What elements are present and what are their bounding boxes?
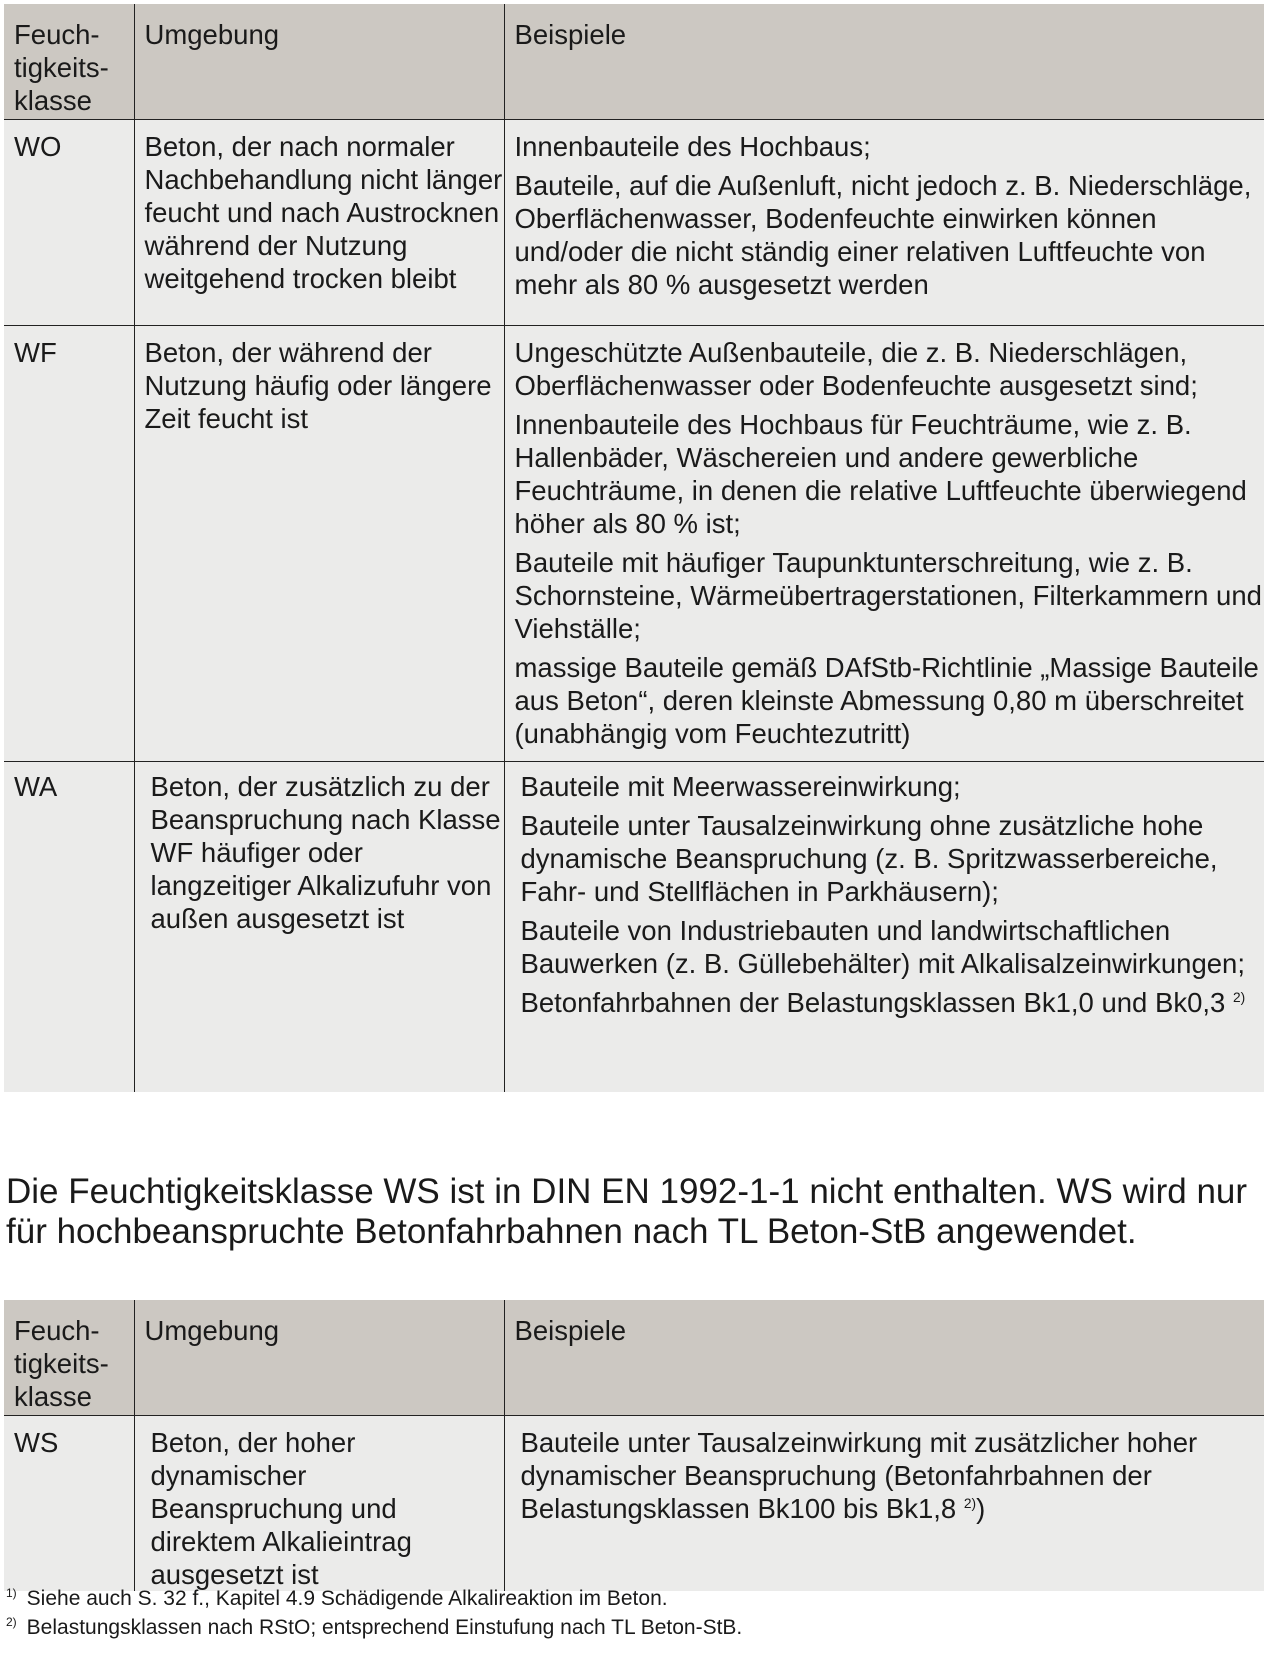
beispiele-cell	[504, 762, 1264, 1092]
header-beispiele: Beispiele	[504, 4, 1264, 120]
beispiel-item: Bauteile mit häufiger Taupunktunterschreitung, wie z. B. Schornsteine, Wärmeübertragerstationen, Filterkammern und Viehställe;	[514, 547, 1262, 644]
footnote-mark: 1)	[6, 1586, 17, 1600]
umgebung-cell: Beton, der nach normaler Nachbehandlung nicht länger feucht und nach Austrocknen während der Nutzung weitgehend trocken bleibt	[134, 120, 504, 326]
beispiel-item: Innenbauteile des Hochbaus;	[514, 131, 871, 162]
beispiele-cell	[504, 120, 1264, 326]
footnote-1	[6, 1580, 668, 1612]
beispiel-item: Bauteile mit Meerwassereinwirkung;	[520, 771, 961, 802]
table-row-wa	[4, 762, 1264, 1092]
table-row-ws	[4, 1416, 1264, 1592]
beispiel-item: Bauteile unter Tausalzeinwirkung ohne zusätzliche hohe dynamische Beanspruchung (z. B. Spritzwasserbereiche, Fahr- und Stellflächen in Parkhäusern);	[520, 810, 1218, 907]
beispiel-item: Betonfahrbahnen der Belastungsklassen Bk1,0 und Bk0,3 $^{2)}$	[520, 987, 1246, 1018]
beispiel-item: massige Bauteile gemäß DAfStb-Richtlinie „Massige Bauteile aus Beton“, deren kleinste Abmessung 0,80 m überschreitet (unabhängig vom Feuchtezutritt)	[514, 652, 1259, 749]
beispiel-item: Ungeschützte Außenbauteile, die z. B. Niederschlägen, Oberflächenwasser oder Bodenfeuchte ausgesetzt sind;	[514, 337, 1198, 401]
umgebung-cell: Beton, der während der Nutzung häufig oder längere Zeit feucht ist	[134, 326, 504, 762]
beispiel-item: Bauteile unter Tausalzeinwirkung mit zusätzlicher hoher dynamischer Beanspruchung (Betonfahrbahnen der Belastungsklassen Bk100 bis Bk1,8 $^{2)}$)	[520, 1427, 1198, 1524]
header-umgebung: Umgebung	[134, 4, 504, 120]
klasse-cell: WS	[4, 1416, 134, 1592]
beispiele-cell	[504, 1416, 1264, 1592]
footnote-text: Belastungsklassen nach RStO; entsprechend Einstufung nach TL Beton-StB.	[26, 1616, 743, 1639]
beispiel-item: Bauteile von Industriebauten und landwirtschaftlichen Bauwerken (z. B. Güllebehälter) mit Alkalisalzeinwirkungen;	[520, 915, 1245, 979]
umgebung-cell: Beton, der hoher dynamischer Beanspruchung und direktem Alkalieintrag ausgesetzt ist	[134, 1416, 504, 1592]
table-row-wo	[4, 120, 1264, 326]
beispiel-item: Bauteile, auf die Außenluft, nicht jedoch z. B. Niederschläge, Oberflächenwasser, Bodenfeuchte einwirken können und/oder die nicht ständig einer relativen Luftfeuchte von mehr als 80 % ausgesetzt werden	[514, 170, 1252, 300]
table-header-row	[4, 4, 1264, 120]
footnote-2	[6, 1609, 742, 1641]
humidity-class-table	[4, 4, 1264, 1092]
header-umgebung: Umgebung	[134, 1300, 504, 1416]
ws-note: Die Feuchtigkeitsklasse WS ist in DIN EN 1992-1-1 nicht enthalten. WS wird nur für hochbeanspruchte Betonfahrbahnen nach TL Beton-StB angewendet.	[6, 1172, 1248, 1251]
ws-class-table	[4, 1300, 1264, 1591]
table-row-wf	[4, 326, 1264, 762]
footnote-mark: 2)	[6, 1615, 17, 1629]
beispiel-item: Innenbauteile des Hochbaus für Feuchträume, wie z. B. Hallenbäder, Wäschereien und andere gewerbliche Feuchträume, in denen die relative Luftfeuchte überwiegend höher als 80 % ist;	[514, 409, 1247, 539]
beispiele-cell	[504, 326, 1264, 762]
footnote-ref: 2)	[963, 1495, 977, 1511]
umgebung-cell: Beton, der zusätzlich zu der Beanspruchung nach Klasse WF häufiger oder langzeitiger Alkalizufuhr von außen ausgesetzt ist	[134, 762, 504, 1092]
header-beispiele: Beispiele	[504, 1300, 1264, 1416]
header-klasse: Feuch- tigkeits- klasse	[4, 4, 134, 120]
header-klasse: Feuch- tigkeits- klasse	[4, 1300, 134, 1416]
footnote-ref: 2)	[1232, 989, 1246, 1005]
klasse-cell: WF	[4, 326, 134, 762]
klasse-cell: WO	[4, 120, 134, 326]
table-header-row	[4, 1300, 1264, 1416]
footnote-text: Siehe auch S. 32 f., Kapitel 4.9 Schädigende Alkalireaktion im Beton.	[26, 1587, 668, 1610]
klasse-cell: WA	[4, 762, 134, 1092]
